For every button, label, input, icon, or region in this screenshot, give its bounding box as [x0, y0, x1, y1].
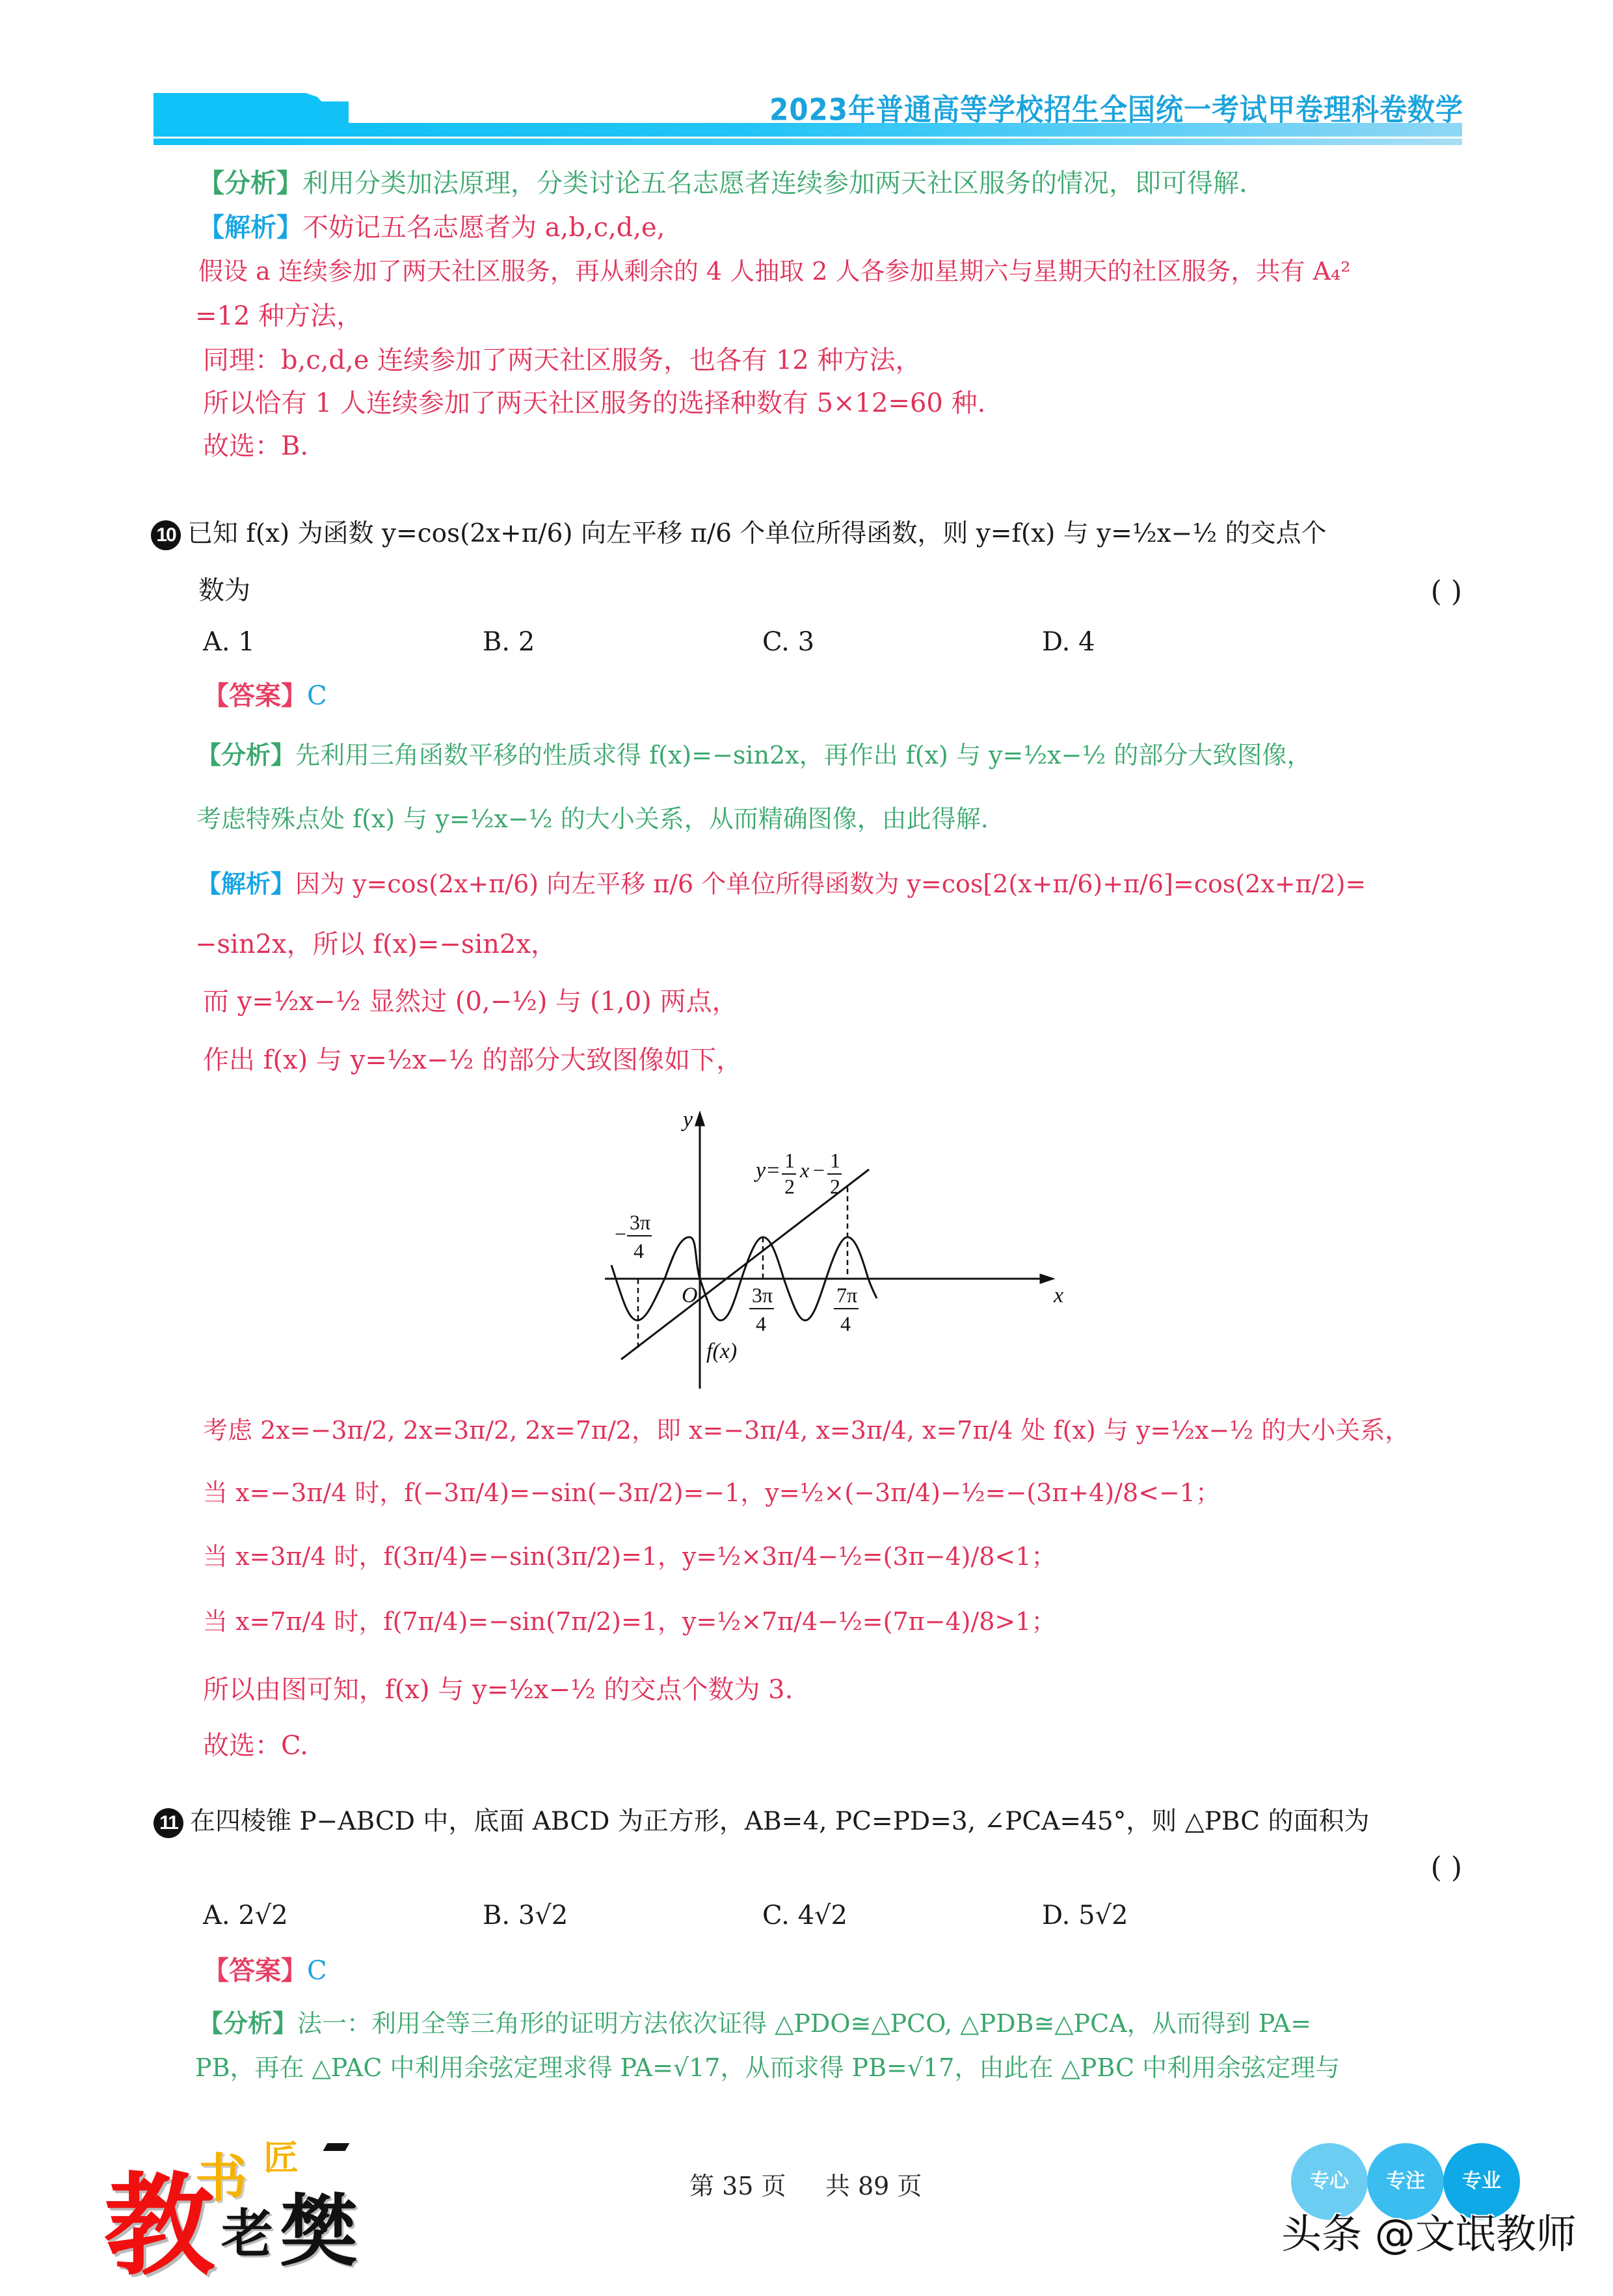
q10-analysis: 【分析】先利用三角函数平移的性质求得 f(x)=−sin2x，再作出 f(x) 与 y=½x−½ 的部分大致图像， — [196, 741, 1312, 769]
answer-blank: ( ) — [1430, 575, 1462, 608]
option-c: C. 3 — [762, 627, 815, 657]
svg-text:3π: 3π — [630, 1210, 651, 1234]
q9-solution-line: 故选：B. — [203, 431, 309, 461]
answer-label: 【答案】 — [203, 681, 307, 711]
q10-solution: 【解析】因为 y=cos(2x+π/6) 向左平移 π/6 个单位所得函数为 y=cos[2(x+π/6)+π/6]=cos(2x+π/2)= — [196, 870, 1366, 898]
q10-answer — [203, 683, 327, 709]
analysis-label: 【分析】 — [198, 168, 302, 198]
y-axis-label: y — [683, 1108, 693, 1132]
question-number-badge: 11 — [153, 1808, 183, 1838]
q10-solution-line: 故选：C. — [203, 1731, 308, 1761]
q10-solution-line: 当 x=3π/4 时，f(3π/4)=−sin(3π/2)=1，y=½×3π/4−½=(3π−4)/8<1； — [203, 1542, 1056, 1571]
svg-text:2: 2 — [830, 1175, 840, 1198]
svg-text:−: − — [813, 1158, 825, 1182]
graph-svg — [585, 1099, 1093, 1398]
solution-label: 【解析】 — [198, 213, 302, 243]
q9-solution-line: =12 种方法， — [195, 301, 363, 331]
option-c: C. 4√2 — [762, 1901, 847, 1930]
x-axis-label: x — [1054, 1283, 1064, 1307]
option-d: D. 5√2 — [1042, 1901, 1128, 1930]
q10-solution-line: −sin2x，所以 f(x)=−sin2x， — [195, 929, 557, 959]
page-number: 第 35 页 共 89 页 — [689, 2172, 922, 2200]
q9-solution-line: 所以恰有 1 人连续参加了两天社区服务的选择种数有 5×12=60 种. — [203, 388, 986, 418]
q10-solution-line: 而 y=½x−½ 显然过 (0,−½) 与 (1,0) 两点， — [203, 987, 738, 1017]
answer-value: C — [307, 681, 327, 711]
q9-solution-line: 假设 a 连续参加了两天社区服务，再从剩余的 4 人抽取 2 人各参加星期六与星期天的社区服务，共有 A₄² — [198, 257, 1351, 286]
question-number-badge: 10 — [151, 520, 181, 550]
svg-text:1: 1 — [830, 1149, 840, 1172]
q11-stem: 11 在四棱锥 P−ABCD 中，底面 ABCD 为正方形，AB=4, PC=PD=3, ∠PCA=45°，则 △PBC 的面积为 — [153, 1808, 1369, 1838]
svg-text:2: 2 — [784, 1175, 795, 1198]
answer-label: 【答案】 — [203, 1956, 307, 1986]
function-graph — [585, 1099, 1093, 1398]
option-d: D. 4 — [1042, 627, 1095, 657]
q10-stem-cont: 数为 — [198, 576, 250, 606]
option-a: A. 1 — [203, 627, 255, 657]
q9-solution-line: 同理：b,c,d,e 连续参加了两天社区服务，也各有 12 种方法， — [203, 345, 922, 375]
q10-solution-line: 当 x=7π/4 时，f(7π/4)=−sin(7π/2)=1，y=½×7π/4−½=(7π−4)/8>1； — [203, 1607, 1056, 1636]
header-underline — [153, 139, 1462, 145]
q10-solution-line: 当 x=−3π/4 时，f(−3π/4)=−sin(−3π/2)=−1，y=½×(−3π/4)−½=−(3π+4)/8<−1； — [203, 1478, 1220, 1507]
answer-value: C — [307, 1956, 327, 1986]
header-tab-shape — [153, 93, 349, 142]
svg-text:−: − — [615, 1222, 627, 1246]
q11-analysis: 【分析】法一：利用全等三角形的证明方法依次证得 △PDO≅△PCO, △PDB≅△PCA，从而得到 PA= — [198, 2009, 1312, 2038]
curve-label: f(x) — [706, 1339, 738, 1363]
q11-analysis-cont: PB，再在 △PAC 中利用余弦定理求得 PA=√17，从而求得 PB=√17，由此在 △PBC 中利用余弦定理与 — [195, 2053, 1340, 2082]
graduation-cap-icon — [323, 2143, 350, 2151]
q10-solution-line: 所以由图可知，f(x) 与 y=½x−½ 的交点个数为 3. — [203, 1675, 793, 1705]
option-b: B. 3√2 — [483, 1901, 568, 1930]
svg-text:4: 4 — [633, 1239, 644, 1262]
header-title: 2023年普通高等学校招生全国统一考试甲卷理科卷数学 — [769, 92, 1463, 127]
q10-solution-line: 考虑 2x=−3π/2, 2x=3π/2, 2x=7π/2，即 x=−3π/4, x=3π/4, x=7π/4 处 f(x) 与 y=½x−½ 的大小关系， — [203, 1416, 1410, 1445]
q9-solution-line: 【解析】不妨记五名志愿者为 a,b,c,d,e, — [198, 213, 665, 243]
svg-text:x: x — [800, 1158, 810, 1182]
svg-text:3π: 3π — [752, 1283, 773, 1307]
motto-badge: 专业 — [1443, 2143, 1520, 2220]
svg-text:1: 1 — [784, 1149, 795, 1172]
analysis-label: 【分析】 — [196, 741, 296, 769]
watermark: 头条 @文氓教师 — [1281, 2210, 1577, 2258]
analysis-label: 【分析】 — [198, 2009, 298, 2038]
brand-logo: 教 书 匠 老 樊 — [104, 2137, 358, 2291]
q10-analysis-cont: 考虑特殊点处 f(x) 与 y=½x−½ 的大小关系，从而精确图像，由此得解. — [196, 805, 989, 833]
motto-badge: 专心 — [1291, 2143, 1368, 2220]
svg-text:4: 4 — [840, 1312, 851, 1335]
origin-label: O — [682, 1283, 698, 1307]
svg-text:4: 4 — [756, 1312, 766, 1335]
line-label: y= — [756, 1158, 781, 1182]
answer-blank: ( ) — [1430, 1851, 1462, 1884]
option-b: B. 2 — [483, 627, 535, 657]
q9-analysis: 【分析】利用分类加法原理，分类讨论五名志愿者连续参加两天社区服务的情况，即可得解. — [198, 168, 1247, 198]
q10-solution-line: 作出 f(x) 与 y=½x−½ 的部分大致图像如下， — [203, 1045, 743, 1075]
motto-badge: 专注 — [1367, 2143, 1444, 2220]
q10-stem: 10 已知 f(x) 为函数 y=cos(2x+π/6) 向左平移 π/6 个单位所得函数，则 y=f(x) 与 y=½x−½ 的交点个 — [151, 520, 1327, 550]
q11-answer — [203, 1958, 327, 1984]
solution-label: 【解析】 — [196, 870, 296, 898]
option-a: A. 2√2 — [203, 1901, 288, 1930]
svg-text:7π: 7π — [836, 1283, 858, 1307]
